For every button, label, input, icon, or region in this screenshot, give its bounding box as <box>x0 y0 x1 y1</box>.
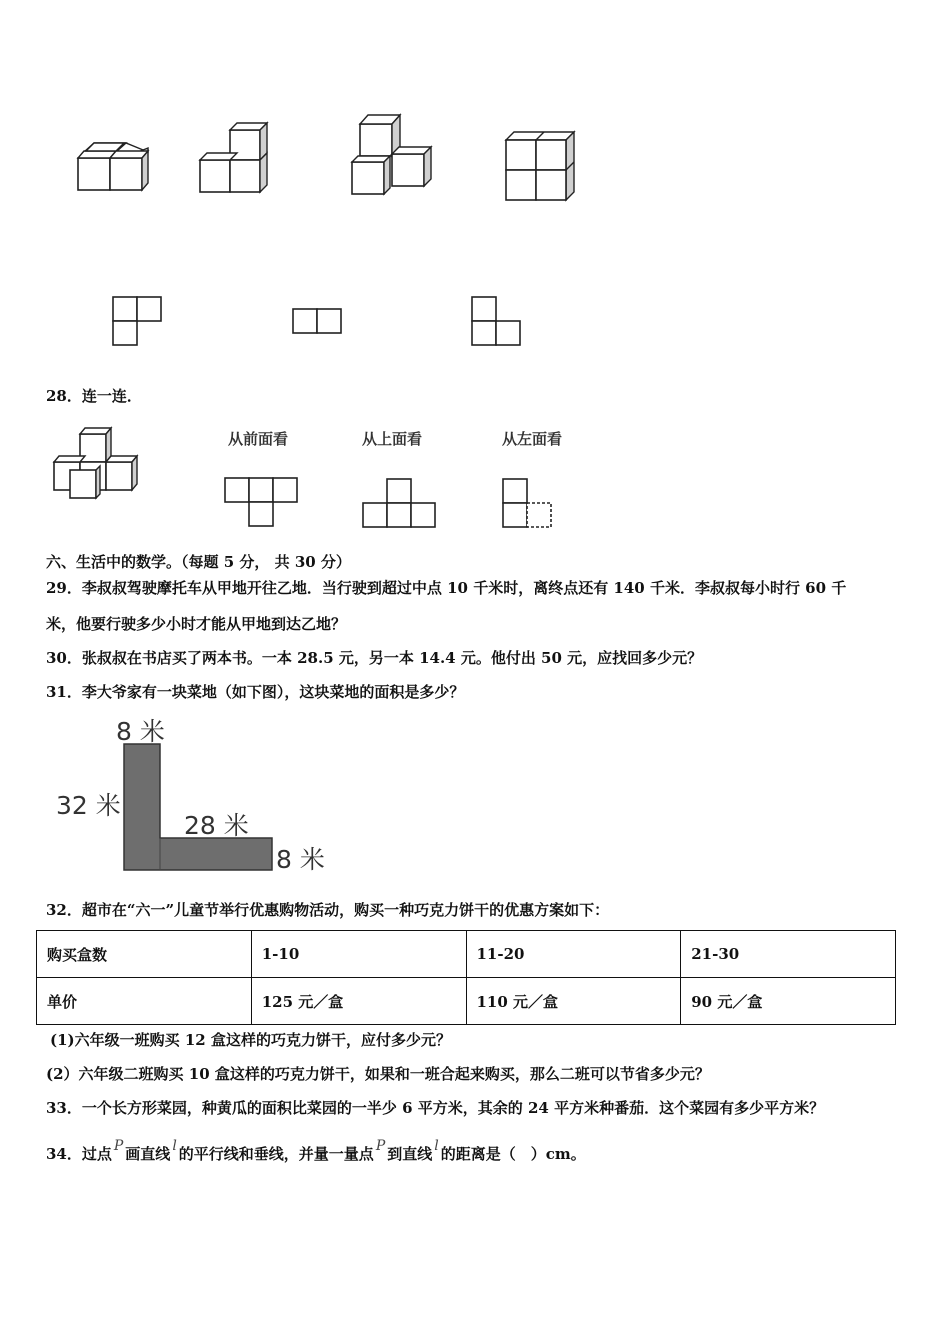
q32-sub1: (1)六年级一班购买 12 盒这样的巧克力饼干，应付多少元？ <box>50 1031 451 1049</box>
line-l-symbol-2: l <box>434 1138 439 1154</box>
cube-group-3-icon <box>348 112 438 200</box>
dim-left-height: 32 米 <box>56 791 121 820</box>
table-row <box>37 931 896 978</box>
q34-part2: 画直线 <box>125 1145 171 1163</box>
cube-group-1-icon <box>76 138 156 194</box>
q30-text: 30．张叔叔在书店买了两本书。一本 28.5 元，另一本 14.4 元。他付出 50 元，应找回多少元？ <box>46 649 703 667</box>
table-cell: 90 元／盒 <box>681 978 896 1025</box>
q28-solid-figure-icon <box>50 424 150 504</box>
view-label-left: 从左面看 <box>502 430 563 448</box>
q34-part3: 的平行线和垂线，并量一量点 <box>178 1145 374 1163</box>
view-label-front: 从前面看 <box>228 430 289 448</box>
table-cell: 单价 <box>37 978 252 1025</box>
cube-group-4-icon <box>502 128 582 204</box>
table-cell: 110 元／盒 <box>466 978 681 1025</box>
table-cell: 125 元／盒 <box>251 978 466 1025</box>
q31-text: 31．李大爷家有一块菜地（如下图），这块菜地的面积是多少？ <box>46 683 465 701</box>
table-cell: 11-20 <box>466 931 681 978</box>
left-view-shape-icon <box>502 478 556 530</box>
front-view-shape-icon <box>224 477 302 529</box>
point-p-symbol: P <box>113 1138 124 1154</box>
q34-part4: 到直线 <box>387 1145 433 1163</box>
q29-line2: 米，他要行驶多少小时才能从甲地到达乙地？ <box>46 615 347 633</box>
view-shape-1-icon <box>112 296 164 348</box>
view-label-top: 从上面看 <box>362 430 423 448</box>
q34-text <box>46 1138 586 1165</box>
q33-text: 33．一个长方形菜园，种黄瓜的面积比菜园的一半少 6 平方米，其余的 24 平方米种番茄．这个菜园有多少平方米？ <box>46 1099 825 1117</box>
point-p-symbol-2: P <box>375 1138 386 1154</box>
q34-part1: 34．过点 <box>46 1145 112 1163</box>
top-view-shape-icon <box>362 478 440 530</box>
q32-sub2: (2）六年级二班购买 10 盒这样的巧克力饼干，如果和一班合起来购买，那么二班可以节省多少元？ <box>46 1065 710 1083</box>
dim-inner-length: 28 米 <box>184 811 249 840</box>
line-l-symbol: l <box>172 1138 177 1154</box>
view-shape-2-icon <box>292 308 344 336</box>
section-6-heading: 六、生活中的数学。（每题 5 分， 共 30 分） <box>46 553 351 571</box>
price-table <box>36 930 896 1025</box>
dim-top-width: 8 米 <box>116 717 165 746</box>
q34-part5: 的距离是（ ）cm。 <box>440 1145 586 1163</box>
table-cell: 购买盒数 <box>37 931 252 978</box>
q32-text: 32．超市在“六一”儿童节举行优惠购物活动，购买一种巧克力饼干的优惠方案如下： <box>46 901 610 919</box>
q28-title: 28．连一连． <box>46 387 142 405</box>
table-row <box>37 978 896 1025</box>
dim-right-height: 8 米 <box>276 845 325 874</box>
table-cell: 1-10 <box>251 931 466 978</box>
q29-line1: 29．李叔叔驾驶摩托车从甲地开往乙地．当行驶到超过中点 10 千米时，离终点还有 140 千米．李叔叔每小时行 60 千 <box>46 579 847 597</box>
cube-group-2-icon <box>196 122 276 198</box>
table-cell: 21-30 <box>681 931 896 978</box>
view-shape-3-icon <box>471 296 523 348</box>
